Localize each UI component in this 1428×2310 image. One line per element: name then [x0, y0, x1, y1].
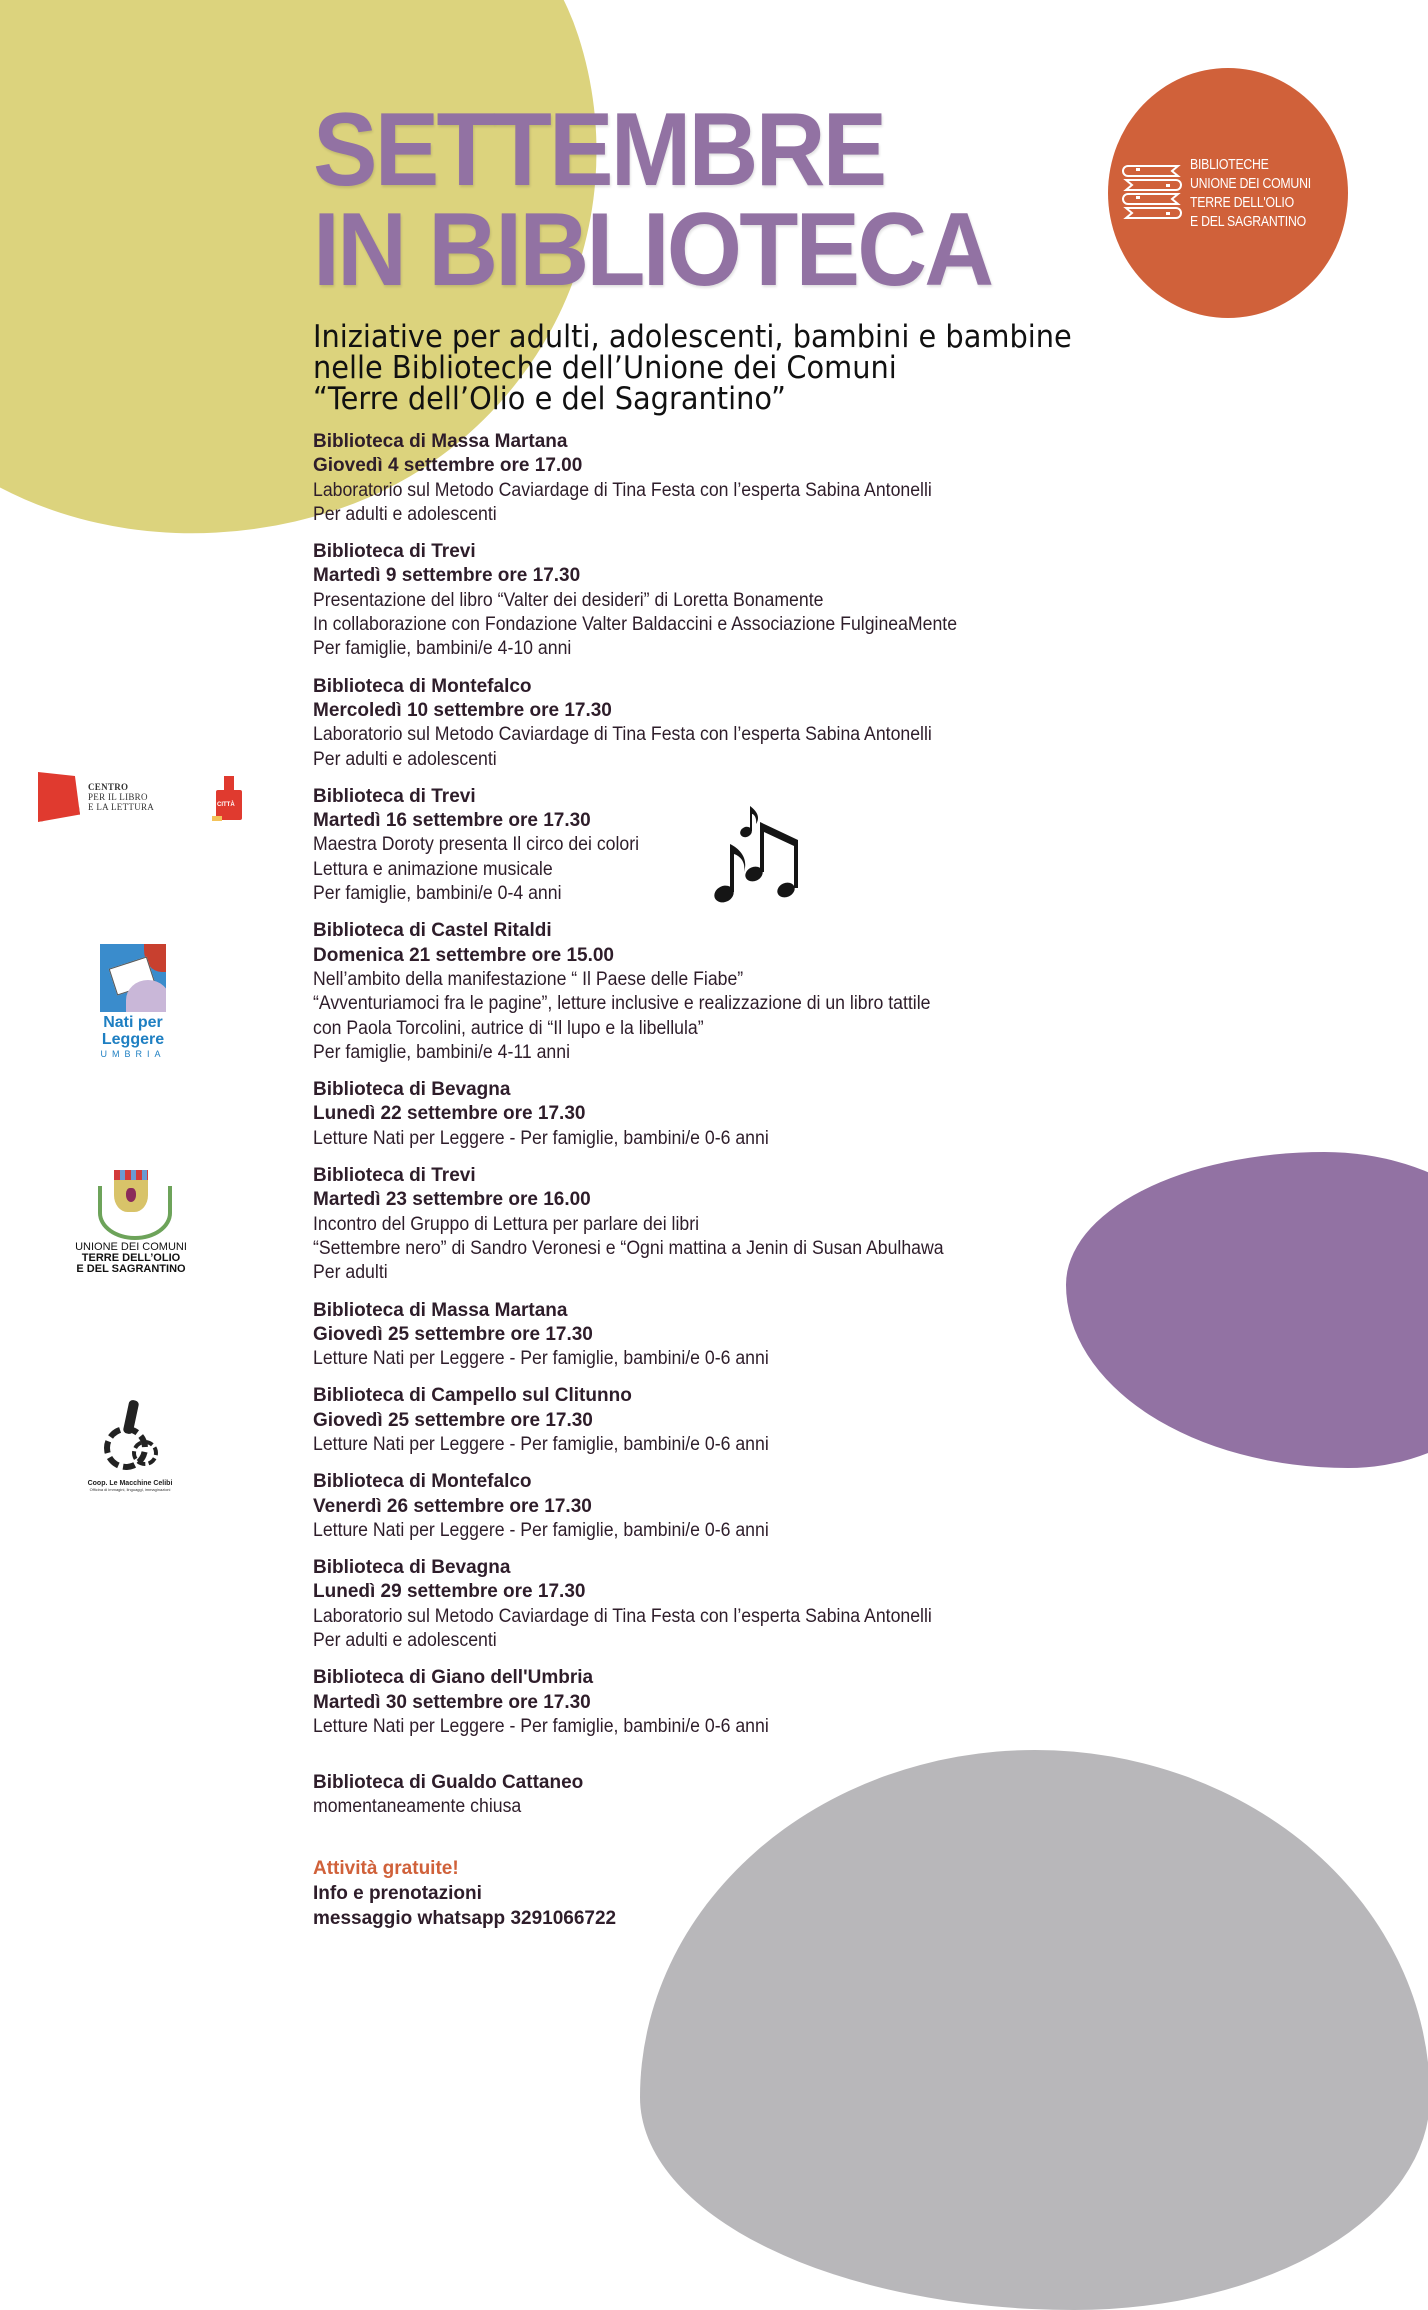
- event-item: [313, 1384, 1073, 1457]
- event-library: Biblioteca di Campello sul Clitunno: [313, 1385, 632, 1407]
- unione-line: E DEL SAGRANTINO: [76, 1263, 186, 1275]
- event-library: Biblioteca di Montefalco: [313, 1471, 532, 1493]
- biblioteche-badge: [1108, 68, 1348, 318]
- unione-text: [56, 1242, 206, 1275]
- event-description: Nell’ambito della manifestazione “ Il Paese delle Fiabe”: [313, 968, 744, 990]
- event-library: Biblioteca di Trevi: [313, 541, 476, 563]
- event-description: Laboratorio sul Metodo Caviardage di Tina Festa con l’esperta Sabina Antonelli: [313, 1605, 932, 1627]
- event-description: Laboratorio sul Metodo Caviardage di Tina Festa con l’esperta Sabina Antonelli: [313, 479, 932, 501]
- event-description: Letture Nati per Leggere - Per famiglie, bambini/e 0-6 anni: [313, 1127, 769, 1149]
- whatsapp-contact: messaggio whatsapp 3291066722: [313, 1908, 617, 1929]
- event-date: Martedì 16 settembre ore 17.30: [313, 810, 591, 832]
- music-notes-icon: [712, 802, 804, 908]
- npl-title-line: Nati per: [103, 1014, 163, 1031]
- event-library: Biblioteca di Bevagna: [313, 1079, 511, 1101]
- event-audience: Per famiglie, bambini/e 4-11 anni: [313, 1041, 571, 1063]
- subtitle-line: Iniziative per adulti, adolescenti, bambini e bambine: [313, 319, 1072, 355]
- event-description: Letture Nati per Leggere - Per famiglie, bambini/e 0-6 anni: [313, 1715, 769, 1737]
- event-description: Letture Nati per Leggere - Per famiglie, bambini/e 0-6 anni: [313, 1433, 769, 1455]
- nati-per-leggere-logo-icon: [100, 944, 166, 1012]
- event-date: Venerdì 26 settembre ore 17.30: [313, 1495, 592, 1517]
- cepell-line: CENTRO: [88, 782, 129, 792]
- event-item: [313, 919, 1073, 1065]
- event-item: [313, 1470, 1073, 1543]
- event-library: Biblioteca di Trevi: [313, 1165, 476, 1187]
- badge-line: TERRE DELL'OLIO: [1190, 194, 1294, 211]
- event-library: Biblioteca di Giano dell'Umbria: [313, 1667, 594, 1689]
- subtitle-line: nelle Biblioteche dell’Unione dei Comuni: [313, 350, 897, 386]
- badge-line: E DEL SAGRANTINO: [1190, 213, 1306, 230]
- event-date: Lunedì 22 settembre ore 17.30: [313, 1103, 586, 1125]
- event-description: con Paola Torcolini, autrice di “Il lupo e la libellula”: [313, 1017, 704, 1039]
- badge-line: BIBLIOTECHE: [1190, 156, 1269, 173]
- event-list: [313, 430, 1073, 1752]
- citta-ribbon: [212, 816, 222, 821]
- grey-blob-decoration: [640, 1750, 1428, 2310]
- event-item: [313, 430, 1073, 527]
- event-audience: Per adulti e adolescenti: [313, 1630, 497, 1652]
- npl-title: [98, 1014, 168, 1048]
- event-audience: Per adulti e adolescenti: [313, 748, 497, 770]
- gear-machine-logo-icon: [98, 1400, 162, 1480]
- event-description: Maestra Doroty presenta Il circo dei colori: [313, 834, 640, 856]
- event-audience: Per adulti: [313, 1262, 388, 1284]
- event-description: “Settembre nero” di Sandro Veronesi e “Ogni mattina a Jenin di Susan Abulhawa: [313, 1237, 944, 1259]
- event-date: Martedì 9 settembre ore 17.30: [313, 565, 581, 587]
- page-title: [313, 92, 992, 308]
- npl-title-line: Leggere: [101, 1031, 165, 1048]
- event-library: Biblioteca di Trevi: [313, 785, 476, 807]
- purple-blob-decoration: [1066, 1152, 1428, 1468]
- subtitle: [313, 319, 1072, 417]
- footer-info: [313, 1857, 616, 1931]
- event-item: [313, 1078, 1073, 1151]
- event-item: [313, 675, 1073, 772]
- badge-text: [1190, 155, 1311, 231]
- event-description: “Avventuriamoci fra le pagine”, letture inclusive e realizzazione di un libro tattile: [313, 993, 931, 1015]
- event-item: [313, 1299, 1073, 1372]
- event-date: Lunedì 29 settembre ore 17.30: [313, 1581, 586, 1603]
- coop-tagline: Officina di immagini, linguaggi, immaginazioni: [89, 1487, 171, 1492]
- citta-label: CITTÀ: [217, 802, 235, 808]
- event-audience: Per adulti e adolescenti: [313, 503, 497, 525]
- event-library: Biblioteca di Bevagna: [313, 1557, 511, 1579]
- event-item: [313, 1666, 1073, 1739]
- closed-library: Biblioteca di Gualdo Cattaneo: [313, 1772, 584, 1793]
- unione-line: UNIONE DEI COMUNI: [75, 1241, 187, 1253]
- event-item: [313, 1164, 1073, 1285]
- subtitle-line: “Terre dell’Olio e del Sagrantino”: [313, 381, 786, 417]
- event-date: Mercoledì 10 settembre ore 17.30: [313, 699, 612, 721]
- coat-of-arms-icon: [96, 1166, 166, 1240]
- title-line-1: SETTEMBRE: [313, 92, 885, 208]
- event-description: Letture Nati per Leggere - Per famiglie, bambini/e 0-6 anni: [313, 1519, 769, 1541]
- event-item: [313, 785, 1073, 906]
- event-description: Laboratorio sul Metodo Caviardage di Tina Festa con l’esperta Sabina Antonelli: [313, 724, 932, 746]
- event-date: Giovedì 25 settembre ore 17.30: [313, 1409, 593, 1431]
- event-description: In collaborazione con Fondazione Valter Baldaccini e Associazione FulgineaMente: [313, 614, 958, 636]
- event-description: Incontro del Gruppo di Lettura per parlare dei libri: [313, 1213, 700, 1235]
- unione-comuni-logo: [56, 1166, 206, 1275]
- cepell-logo: [38, 772, 154, 822]
- closed-status: momentaneamente chiusa: [313, 1796, 522, 1818]
- event-date: Giovedì 4 settembre ore 17.00: [313, 455, 583, 477]
- event-library: Biblioteca di Castel Ritaldi: [313, 920, 552, 942]
- event-date: Martedì 30 settembre ore 17.30: [313, 1691, 591, 1713]
- npl-region: UMBRIA: [100, 1049, 166, 1059]
- event-library: Biblioteca di Montefalco: [313, 675, 532, 697]
- cepell-text: [88, 782, 154, 812]
- badge-line: UNIONE DEI COMUNI: [1190, 175, 1311, 192]
- event-description: Lettura e animazione musicale: [313, 858, 553, 880]
- nati-per-leggere-logo: [98, 944, 168, 1059]
- event-description: Presentazione del libro “Valter dei desideri” di Loretta Bonamente: [313, 589, 824, 611]
- event-date: Domenica 21 settembre ore 15.00: [313, 944, 614, 966]
- coop-name: Coop. Le Macchine Celibi: [87, 1480, 173, 1487]
- coop-macchine-celibi-logo: [80, 1400, 180, 1492]
- event-description: Letture Nati per Leggere - Per famiglie, bambini/e 0-6 anni: [313, 1348, 769, 1370]
- event-library: Biblioteca di Massa Martana: [313, 1299, 568, 1321]
- info-label: Info e prenotazioni: [313, 1883, 482, 1904]
- event-audience: Per famiglie, bambini/e 0-4 anni: [313, 883, 562, 905]
- event-date: Giovedì 25 settembre ore 17.30: [313, 1323, 593, 1345]
- free-activities-label: Attività gratuite!: [313, 1858, 459, 1879]
- citta-che-legge-logo: [212, 772, 244, 826]
- unione-line: TERRE DELL’OLIO: [81, 1252, 181, 1264]
- title-line-2: IN BIBLIOTECA: [313, 192, 992, 308]
- event-library: Biblioteca di Massa Martana: [313, 431, 568, 452]
- cepell-line: E LA LETTURA: [88, 802, 155, 812]
- stacked-books-icon: [1122, 162, 1184, 224]
- event-date: Martedì 23 settembre ore 16.00: [313, 1189, 591, 1211]
- cepell-line: PER IL LIBRO: [88, 792, 148, 802]
- event-audience: Per famiglie, bambini/e 4-10 anni: [313, 638, 572, 660]
- event-item: [313, 540, 1073, 661]
- cepell-logo-icon: [38, 772, 80, 822]
- event-item: [313, 1556, 1073, 1653]
- closed-notice: [313, 1771, 583, 1820]
